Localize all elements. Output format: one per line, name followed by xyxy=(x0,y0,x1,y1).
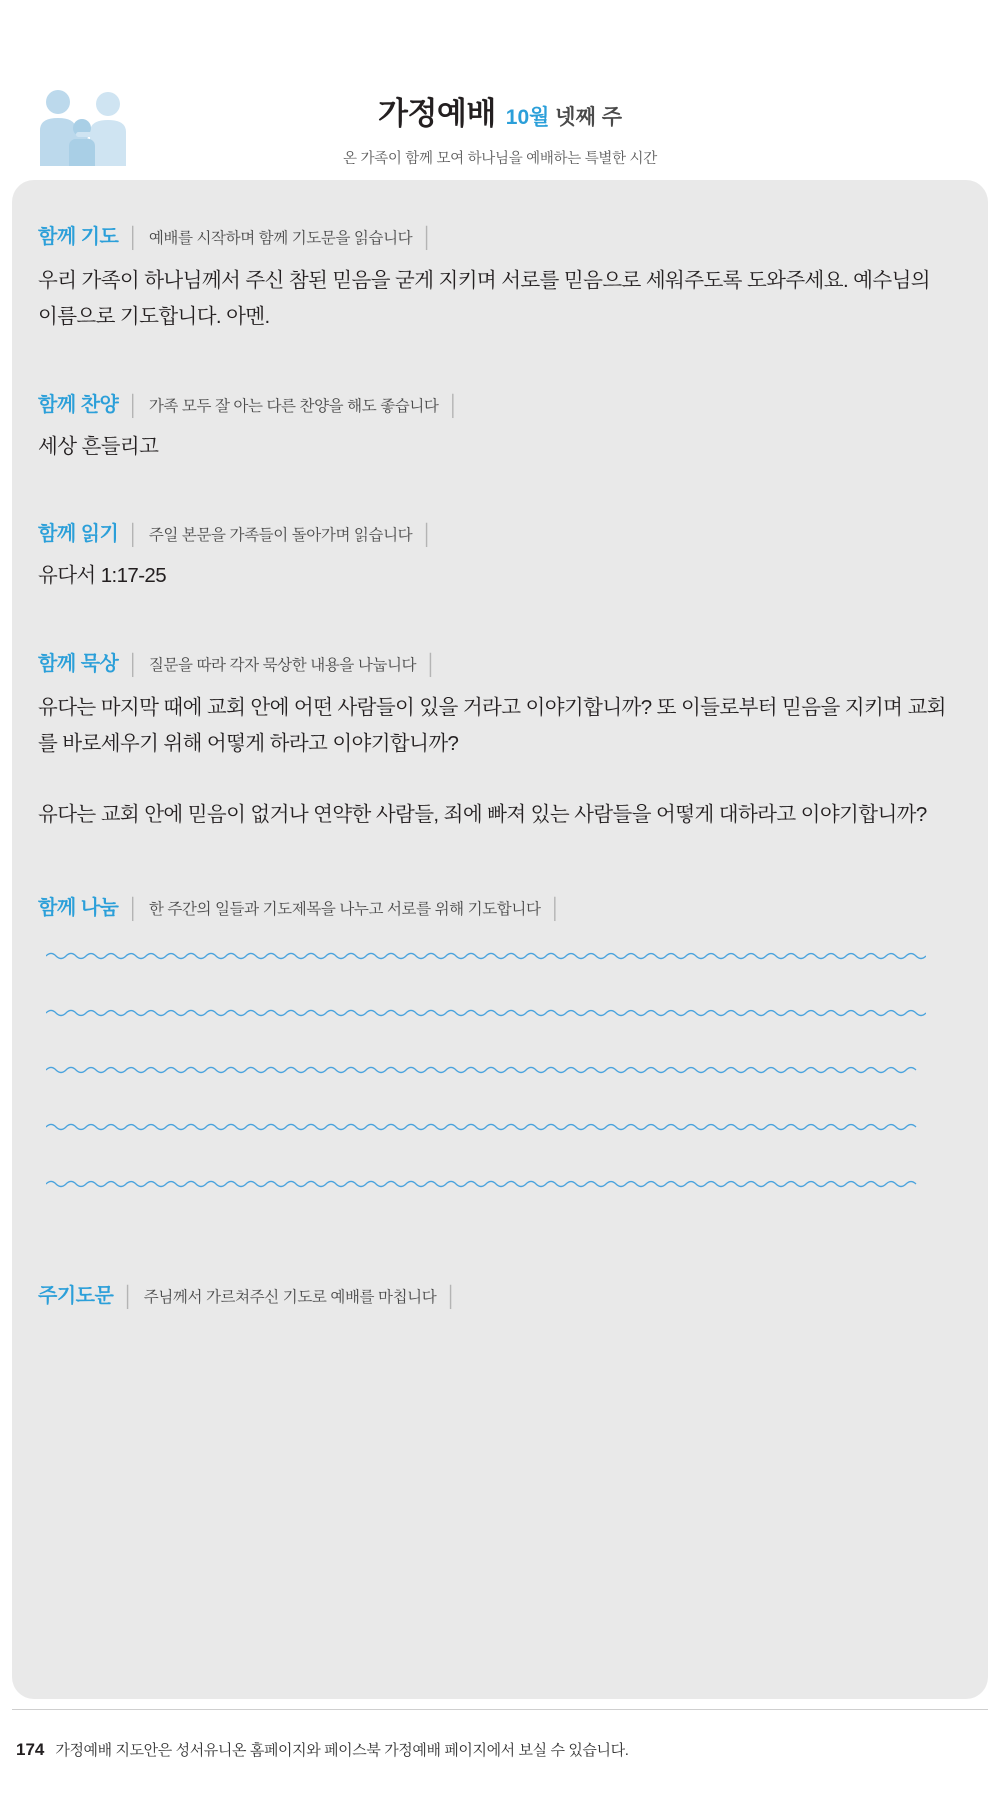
section-description: 한 주간의 일들과 기도제목을 나누고 서로를 위해 기도합니다 xyxy=(148,901,541,919)
page-number: 174 xyxy=(16,1740,45,1759)
footer-content xyxy=(16,1739,628,1760)
page-subtitle: 온 가족이 함께 모여 하나님을 예배하는 특별한 시간 xyxy=(343,151,657,167)
note-line[interactable] xyxy=(46,1064,954,1121)
section-read-together xyxy=(38,517,954,594)
section-body: 세상 흔들리고 xyxy=(38,434,159,458)
page-header xyxy=(0,0,1000,180)
divider-bar-icon: │ xyxy=(421,524,434,547)
divider-bar-icon: │ xyxy=(445,1286,458,1309)
section-body xyxy=(38,690,954,833)
section-lords-prayer xyxy=(38,1279,954,1308)
week-label xyxy=(506,101,622,131)
section-label: 함께 묵상 xyxy=(38,652,119,675)
spacer xyxy=(38,465,954,517)
page-footer xyxy=(0,1699,1000,1811)
section-label: 주기도문 xyxy=(38,1285,114,1308)
divider-bar-icon: │ xyxy=(122,1286,135,1309)
week-month: 10월 xyxy=(505,106,550,129)
divider-bar-icon: │ xyxy=(127,898,140,921)
footer-divider xyxy=(12,1709,988,1710)
section-description: 예배를 시작하며 함께 기도문을 읽습니다 xyxy=(148,230,413,247)
section-body: 유다서 1:17-25 xyxy=(38,564,167,588)
worship-panel xyxy=(12,180,988,1699)
section-description: 주일 본문을 가족들이 돌아가며 읽습니다 xyxy=(148,527,413,545)
section-pray-together xyxy=(38,220,954,336)
note-line[interactable] xyxy=(46,950,954,1007)
note-line[interactable] xyxy=(46,1007,954,1064)
section-label: 함께 찬양 xyxy=(38,393,119,416)
meditation-question-1: 유다는 마지막 때에 교회 안에 어떤 사람들이 있을 거라고 이야기합니까? 또 이들로부터 믿음을 지키며 교회를 바로세우기 위해 어떻게 하라고 이야기합니까? xyxy=(38,695,946,756)
section-description: 주님께서 가르쳐주신 기도로 예배를 마칩니다 xyxy=(143,1289,437,1307)
note-line[interactable] xyxy=(46,1178,954,1235)
note-lines-area[interactable] xyxy=(38,950,954,1235)
divider-bar-icon: │ xyxy=(127,227,140,249)
spacer xyxy=(38,833,954,891)
divider-bar-icon: │ xyxy=(425,653,438,676)
page-title: 가정예배 xyxy=(378,96,496,131)
section-meditate-together xyxy=(38,647,954,833)
spacer xyxy=(38,336,954,388)
title-block xyxy=(0,88,1000,168)
section-heading xyxy=(38,647,954,676)
note-line[interactable] xyxy=(46,1121,954,1178)
week-ordinal: 넷째 주 xyxy=(555,106,622,129)
divider-bar-icon: │ xyxy=(549,898,563,921)
section-label: 함께 나눔 xyxy=(38,897,119,920)
section-description: 가족 모두 잘 아는 다른 찬양을 해도 좋습니다 xyxy=(148,397,439,415)
section-share-together xyxy=(38,891,954,1235)
section-heading xyxy=(38,388,954,417)
footer-note: 가정예배 지도안은 성서유니온 홈페이지와 페이스북 가정예배 페이지에서 보실 수 있습니다. xyxy=(55,1742,629,1759)
section-body: 우리 가족이 하나님께서 주신 참된 믿음을 굳게 지키며 서로를 믿음으로 세워주도록 도와주세요. 예수님의 이름으로 기도합니다. 아멘. xyxy=(38,269,930,329)
meditation-question-2: 유다는 교회 안에 믿음이 없거나 연약한 사람들, 죄에 빠져 있는 사람들을 어떻게 대하라고 이야기합니까? xyxy=(38,802,927,826)
section-heading xyxy=(38,517,954,546)
divider-bar-icon: │ xyxy=(127,653,140,676)
section-label: 함께 읽기 xyxy=(38,523,119,546)
section-heading xyxy=(38,220,954,249)
section-heading xyxy=(38,1279,954,1308)
divider-bar-icon: │ xyxy=(447,394,461,417)
spacer xyxy=(38,595,954,647)
divider-bar-icon: │ xyxy=(421,227,434,249)
divider-bar-icon: │ xyxy=(127,524,140,547)
divider-bar-icon: │ xyxy=(127,394,140,417)
section-praise-together xyxy=(38,388,954,465)
section-label: 함께 기도 xyxy=(38,226,119,248)
section-description: 질문을 따라 각자 묵상한 내용을 나눕니다 xyxy=(148,656,417,674)
section-heading xyxy=(38,891,954,920)
spacer xyxy=(38,1235,954,1279)
